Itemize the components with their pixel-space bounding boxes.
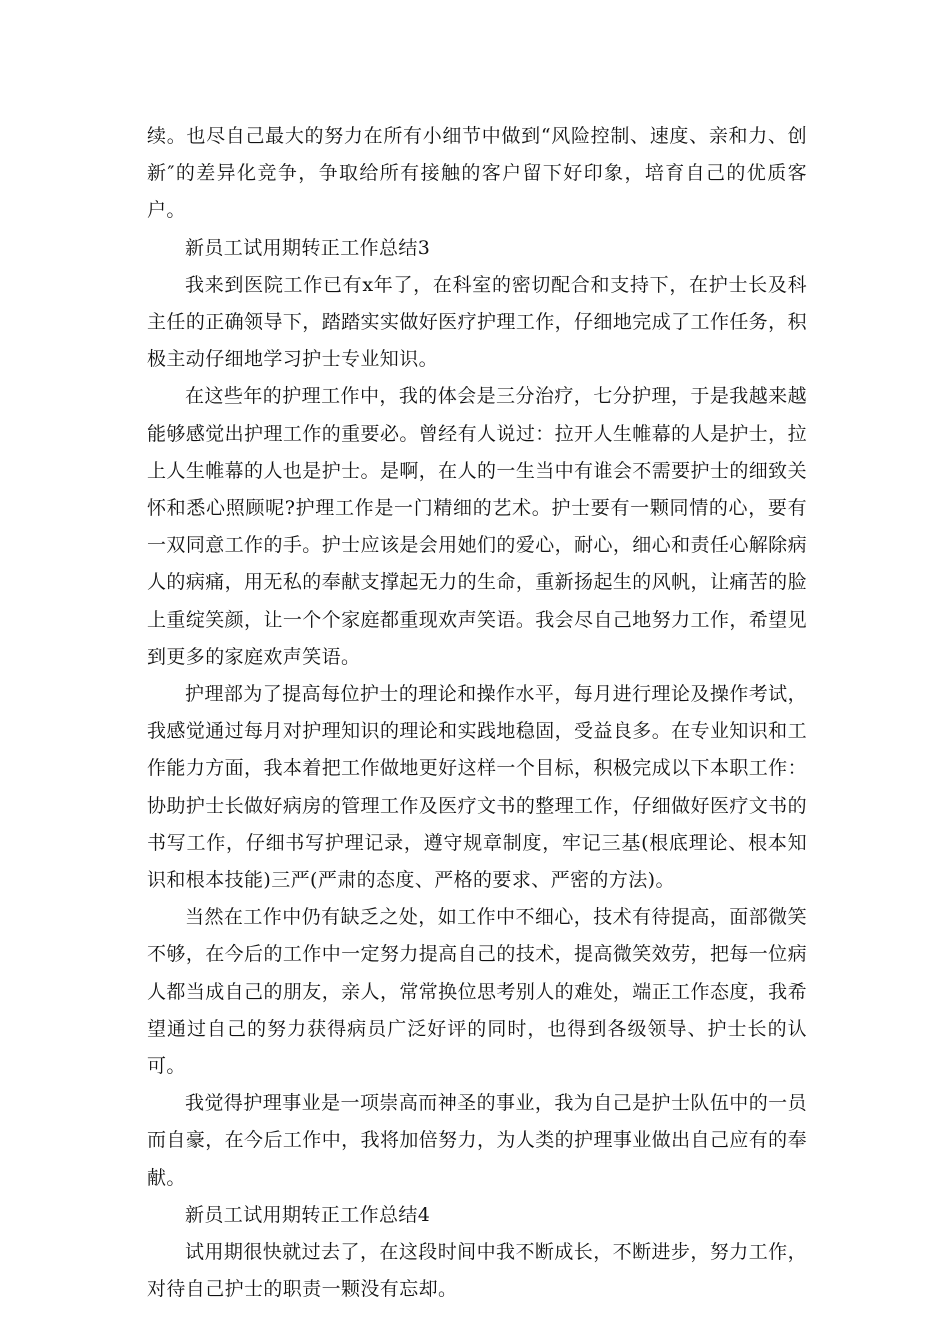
document-body — [147, 118, 807, 1309]
paragraph-continuation: 续。也尽自己最大的努力在所有小细节中做到“风险控制、速度、亲和力、创新″的差异化竞争，争取给所有接触的客户留下好印象，培育自己的优质客户。 — [147, 125, 807, 222]
paragraph: 试用期很快就过去了，在这段时间中我不断成长，不断进步，努力工作，对待自己护士的职责一颗没有忘却。 — [147, 1241, 807, 1301]
paragraph: 我觉得护理事业是一项崇高而神圣的事业，我为自己是护士队伍中的一员而自豪，在今后工作中，我将加倍努力，为人类的护理事业做出自己应有的奉献。 — [147, 1092, 807, 1189]
section-heading-3: 新员工试用期转正工作总结3 — [185, 236, 431, 259]
paragraph: 当然在工作中仍有缺乏之处，如工作中不细心，技术有待提高，面部微笑不够，在今后的工作中一定努力提高自己的技术，提高微笑效劳，把每一位病人都当成自己的朋友，亲人，常常换位思考别人的难处，端正工作态度，我希望通过自己的努力获得病员广泛好评的同时，也得到各级领导、护士长的认可。 — [147, 906, 807, 1078]
paragraph: 护理部为了提高每位护士的理论和操作水平，每月进行理论及操作考试，我感觉通过每月对护理知识的理论和实践地稳固，受益良多。在专业知识和工作能力方面，我本着把工作做地更好这样一个目标，积极完成以下本职工作：协助护士长做好病房的管理工作及医疗文书的整理工作，仔细做好医疗文书的书写工作，仔细书写护理记录，遵守规章制度，牢记三基(根底理论、根本知识和根本技能)三严(严肃的态度、严格的要求、严密的方法)。 — [147, 683, 807, 892]
paragraph: 我来到医院工作已有x年了，在科室的密切配合和支持下，在护士长及科主任的正确领导下，踏踏实实做好医疗护理工作，仔细地完成了工作任务，积极主动仔细地学习护士专业知识。 — [147, 273, 807, 371]
section-heading-4: 新员工试用期转正工作总结4 — [185, 1203, 431, 1226]
paragraph: 在这些年的护理工作中，我的体会是三分治疗，七分护理，于是我越来越能够感觉出护理工作的重要必。曾经有人说过：拉开人生帷幕的人是护士，拉上人生帷幕的人也是护士。是啊，在人的一生当中有谁会不需要护士的细致关怀和悉心照顾呢?护理工作是一门精细的艺术。护士要有一颗同情的心，要有一双同意工作的手。护士应该是会用她们的爱心，耐心，细心和责任心解除病人的病痛，用无私的奉献支撑起无力的生命，重新扬起生的风帆，让痛苦的脸上重绽笑颜，让一个个家庭都重现欢声笑语。我会尽自己地努力工作，希望见到更多的家庭欢声笑语。 — [147, 385, 807, 668]
